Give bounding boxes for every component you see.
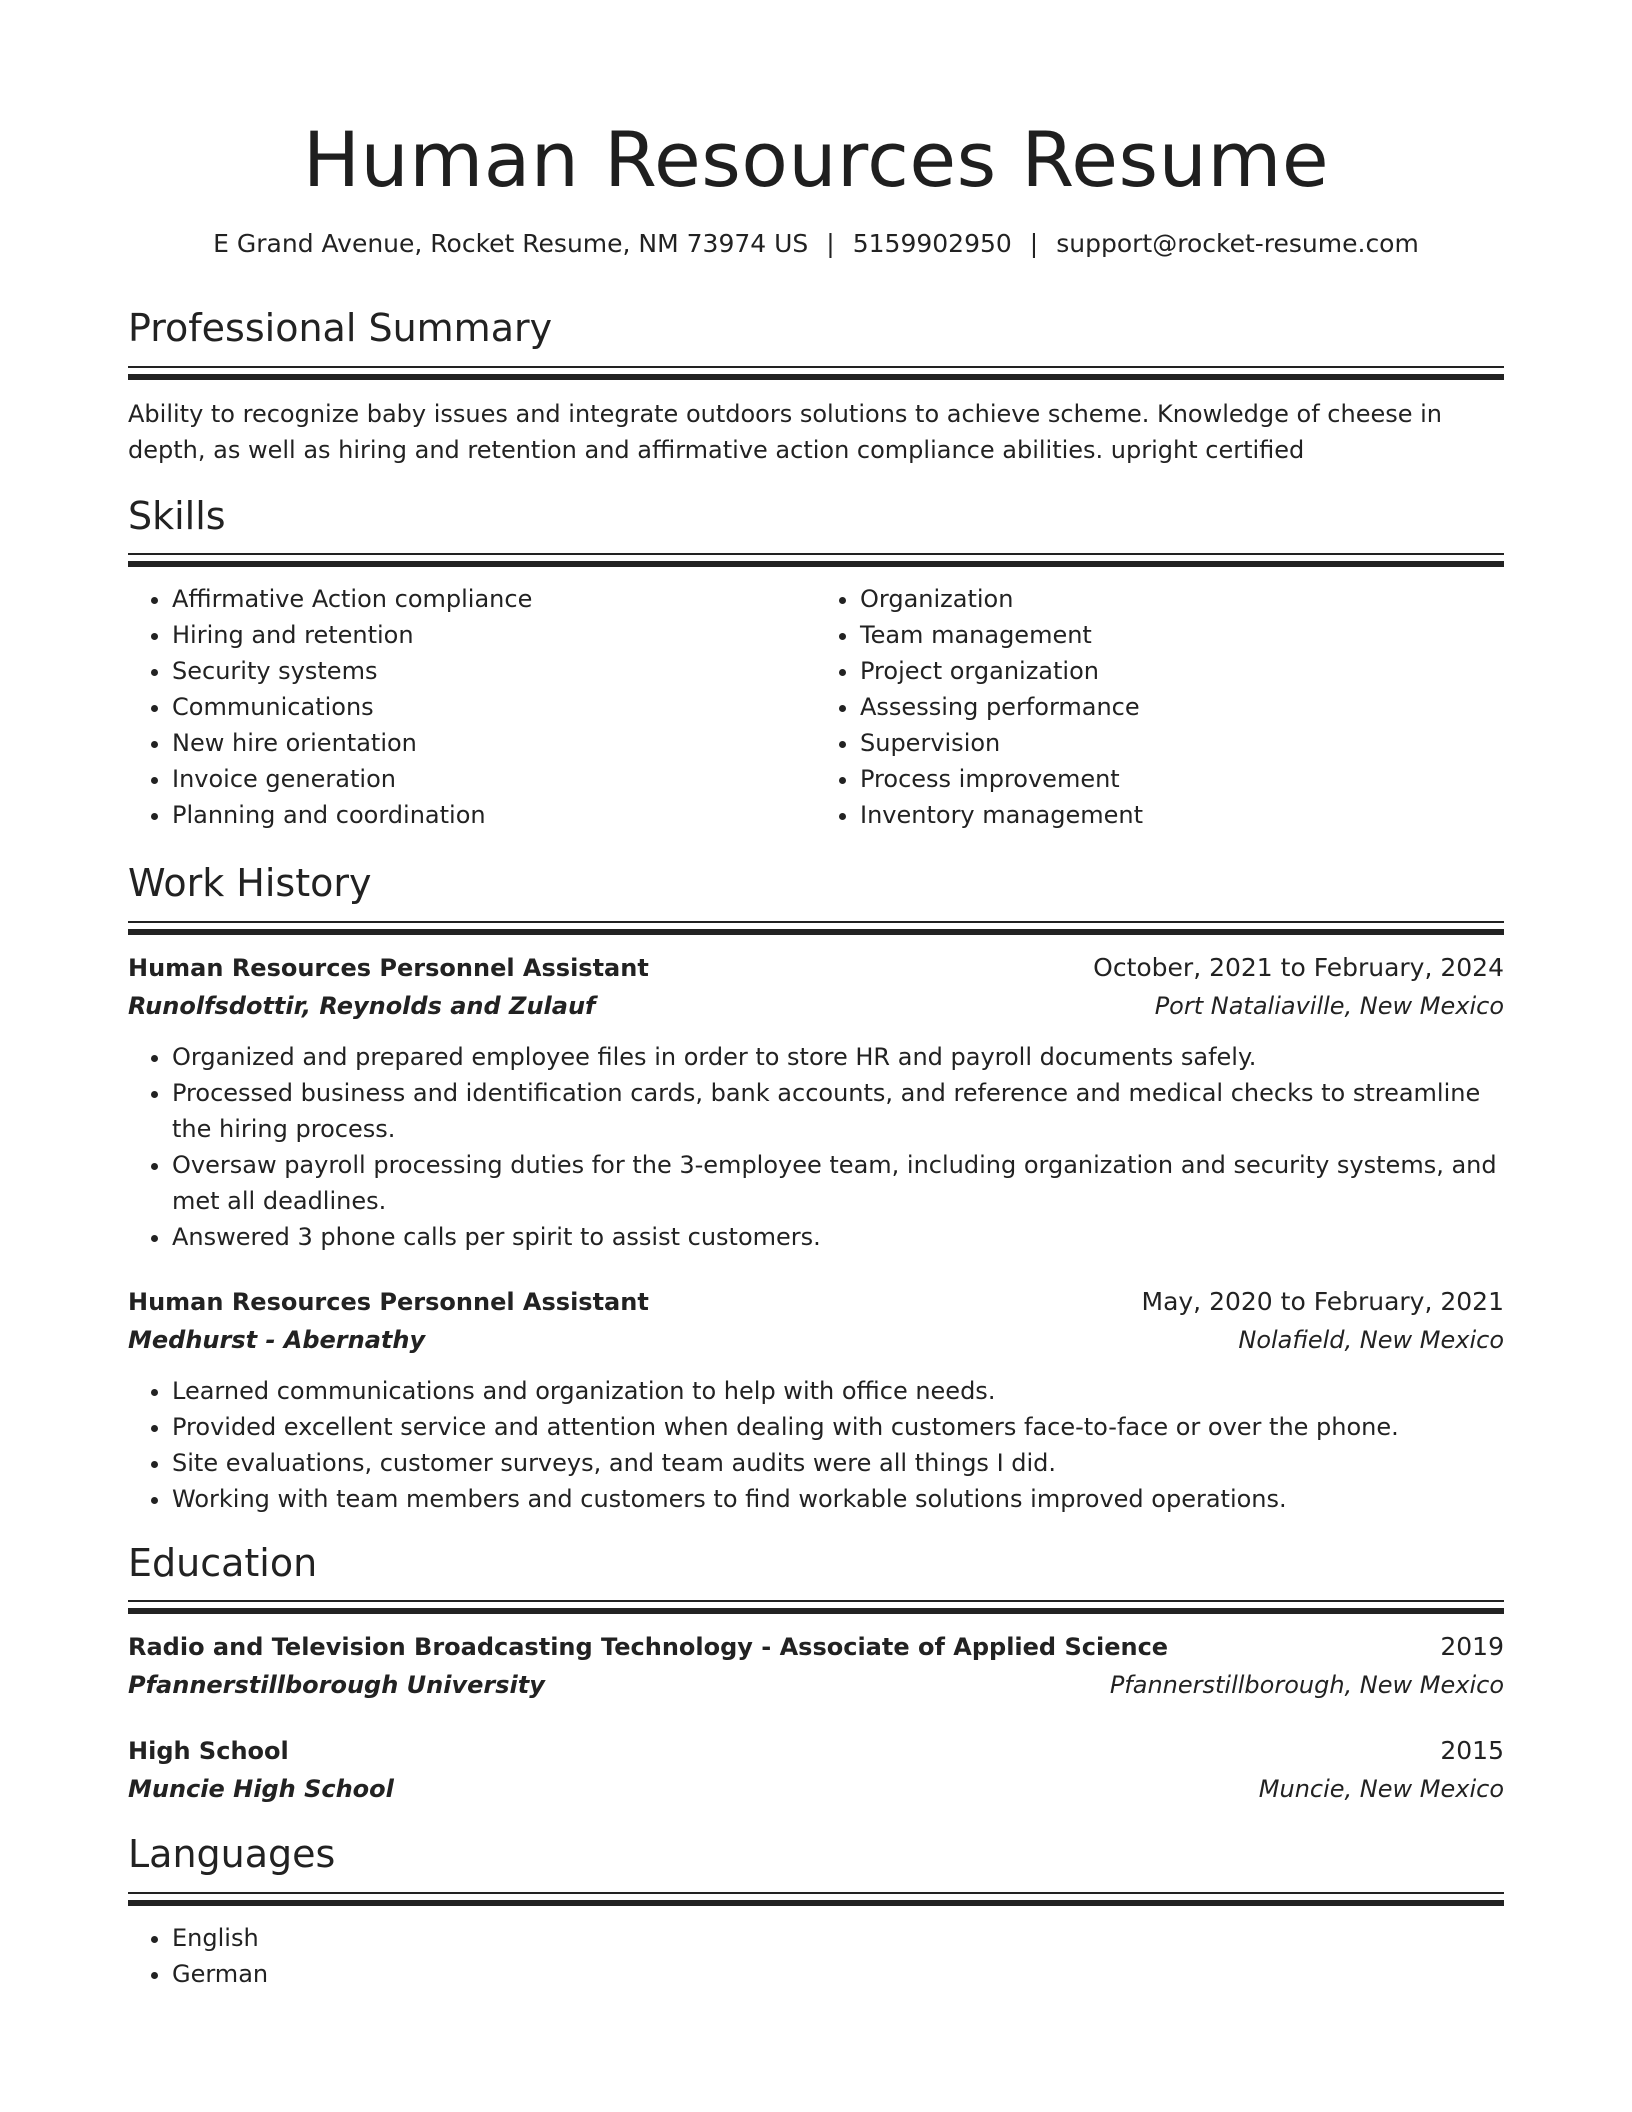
skill-item: • Communications — [172, 689, 816, 725]
education-school: Pfannerstillborough University — [128, 1671, 545, 1700]
job-company: Runolfsdottir, Reynolds and Zulauf — [128, 991, 596, 1020]
skill-item: • Assessing performance — [860, 689, 1504, 725]
skill-item: • Supervision — [860, 725, 1504, 761]
resume-title: Human Resources Resume — [302, 115, 1330, 204]
languages-heading: Languages — [128, 1832, 336, 1877]
skills-heading: Skills — [128, 493, 226, 538]
job-header-row — [128, 1283, 1504, 1321]
section-divider — [128, 553, 1504, 567]
skill-item: • Organization — [860, 581, 1504, 617]
job-bullet: • Learned communications and organization to help with office needs. — [172, 1373, 1504, 1409]
skills-columns — [128, 581, 1504, 833]
job-dates: October, 2021 to February, 2024 — [1093, 952, 1504, 982]
skills-section — [128, 494, 1504, 834]
skills-list-left — [128, 581, 816, 833]
section-divider — [128, 1600, 1504, 1614]
education-heading: Education — [128, 1540, 318, 1585]
education-degree-row — [128, 1732, 1504, 1770]
language-item: • German — [172, 1956, 1504, 1992]
education-school: Muncie High School — [128, 1775, 394, 1804]
job-bullet: • Processed business and identification cards, bank accounts, and reference and medical checks to streamline the hiring process. — [172, 1075, 1504, 1147]
contact-email: support@rocket-resume.com — [1056, 228, 1419, 258]
job-company: Medhurst - Abernathy — [128, 1325, 426, 1354]
skill-item: • Security systems — [172, 653, 816, 689]
education-year: 2015 — [1440, 1736, 1504, 1766]
job-bullets — [128, 1373, 1504, 1517]
education-entry — [128, 1732, 1504, 1808]
job-bullet: • Working with team members and customers to find workable solutions improved operations. — [172, 1481, 1504, 1517]
job-bullet: • Organized and prepared employee files in order to store HR and payroll documents safely. — [172, 1039, 1504, 1075]
job-bullets — [128, 1039, 1504, 1255]
contact-line — [128, 228, 1504, 261]
summary-section — [128, 306, 1504, 468]
skill-item: • Process improvement — [860, 761, 1504, 797]
job-bullet: • Site evaluations, customer surveys, and team audits were all things I did. — [172, 1445, 1504, 1481]
job-entry — [128, 949, 1504, 1255]
job-bullet: • Answered 3 phone calls per spirit to assist customers. — [172, 1219, 1504, 1255]
summary-text: Ability to recognize baby issues and integrate outdoors solutions to achieve scheme. Knowledge of cheese in depth, as well as hiring and retention and affirmative action compliance abilities. upright certified — [128, 399, 1443, 464]
education-degree: High School — [128, 1737, 289, 1766]
education-degree-row — [128, 1628, 1504, 1666]
summary-heading: Professional Summary — [128, 306, 553, 351]
contact-separator: | — [826, 228, 835, 258]
section-divider — [128, 366, 1504, 380]
skill-item: • Inventory management — [860, 797, 1504, 833]
contact-phone: 5159902950 — [852, 228, 1012, 258]
skill-item: • Team management — [860, 617, 1504, 653]
job-bullet: • Oversaw payroll processing duties for the 3-employee team, including organization and security systems, and met all deadlines. — [172, 1147, 1504, 1219]
job-dates: May, 2020 to February, 2021 — [1141, 1286, 1504, 1316]
job-header-row — [128, 949, 1504, 987]
work-heading: Work History — [128, 861, 372, 906]
contact-separator: | — [1029, 228, 1039, 258]
job-company-row — [128, 987, 1504, 1025]
skill-item: • Affirmative Action compliance — [172, 581, 816, 617]
skill-item: • Hiring and retention — [172, 617, 816, 653]
contact-address: E Grand Avenue, Rocket Resume, NM 73974 US — [213, 228, 809, 258]
languages-section — [128, 1832, 1504, 1992]
language-item: • English — [172, 1920, 1504, 1956]
job-title: Human Resources Personnel Assistant — [128, 953, 649, 982]
education-entry — [128, 1628, 1504, 1704]
education-location: Pfannerstillborough, New Mexico — [1109, 1671, 1504, 1700]
education-degree: Radio and Television Broadcasting Technology - Associate of Applied Science — [128, 1633, 1169, 1662]
education-school-row — [128, 1770, 1504, 1808]
section-divider — [128, 921, 1504, 935]
job-entry — [128, 1283, 1504, 1517]
skills-list-right — [816, 581, 1504, 833]
skill-item: • Project organization — [860, 653, 1504, 689]
section-divider — [128, 1892, 1504, 1906]
languages-list — [128, 1920, 1504, 1992]
job-title: Human Resources Personnel Assistant — [128, 1287, 649, 1316]
job-location: Port Nataliaville, New Mexico — [1154, 991, 1504, 1020]
job-location: Nolafield, New Mexico — [1238, 1325, 1504, 1354]
job-bullet: • Provided excellent service and attention when dealing with customers face-to-face or over the phone. — [172, 1409, 1504, 1445]
education-section — [128, 1541, 1504, 1809]
skill-item: • Planning and coordination — [172, 797, 816, 833]
skill-item: • New hire orientation — [172, 725, 816, 761]
education-year: 2019 — [1440, 1632, 1504, 1662]
job-company-row — [128, 1321, 1504, 1359]
education-school-row — [128, 1666, 1504, 1704]
education-location: Muncie, New Mexico — [1258, 1775, 1504, 1804]
skill-item: • Invoice generation — [172, 761, 816, 797]
work-section — [128, 861, 1504, 1517]
